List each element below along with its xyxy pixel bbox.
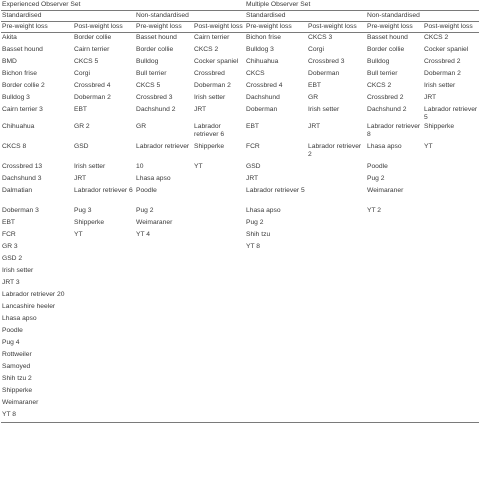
table-cell [73, 254, 135, 266]
header-pre-weight-loss: Pre-weight loss [245, 22, 307, 33]
header-non-standardised: Non-standardised [135, 11, 245, 22]
table-row [1, 93, 479, 105]
table-cell: Crossbred 3 [308, 58, 345, 65]
table-cell: Shipperke [74, 219, 105, 226]
table-cell: Doberman [246, 106, 278, 113]
table-row [1, 386, 479, 398]
table-cell: Lhasa apso [246, 207, 281, 214]
table-cell [366, 350, 423, 362]
table-row [1, 278, 479, 290]
table-cell [307, 242, 366, 254]
table-cell: Irish setter [424, 82, 456, 89]
table-cell [135, 314, 193, 326]
table-cell [423, 266, 479, 278]
table-row [1, 314, 479, 326]
table-cell: Doberman [308, 70, 340, 77]
table-cell: Bulldog 3 [2, 94, 30, 101]
table-cell: CKCS [246, 70, 265, 77]
table-row [1, 57, 479, 69]
table-cell: Poodle [367, 163, 388, 170]
table-cell: Crossbred 13 [2, 163, 43, 170]
table-cell [366, 278, 423, 290]
table-cell: Labrador retriever 2 [308, 143, 362, 158]
table-cell [73, 338, 135, 350]
table-cell [307, 278, 366, 290]
table-cell: FCR [2, 231, 16, 238]
table-cell: Doberman 2 [194, 82, 231, 89]
table-cell: GR [308, 94, 319, 101]
table-cell: Samoyed [2, 363, 31, 370]
table-cell: Irish setter [74, 163, 106, 170]
table-cell [423, 362, 479, 374]
table-cell [423, 230, 479, 242]
table-cell [423, 174, 479, 186]
table-cell: YT 4 [136, 231, 151, 238]
table-cell: Shipperke [2, 387, 33, 394]
table-cell [135, 242, 193, 254]
table-cell: Crossbred 2 [367, 94, 404, 101]
table-row [1, 374, 479, 386]
table-cell [366, 230, 423, 242]
table-cell: Crossbred [194, 70, 225, 77]
table-cell: Irish setter [308, 106, 340, 113]
table-row [1, 206, 479, 218]
table-cell: EBT [246, 123, 260, 130]
table-cell: BMD [2, 58, 17, 65]
table-cell: Akita [2, 34, 17, 41]
table-cell [307, 410, 366, 423]
table-row [1, 174, 479, 186]
table-cell [73, 242, 135, 254]
table-cell [307, 338, 366, 350]
table-cell: Dachshund 2 [136, 106, 176, 113]
table-cell: Shih tzu 2 [2, 375, 32, 382]
table-cell [135, 302, 193, 314]
table-cell [193, 302, 245, 314]
table-cell [73, 290, 135, 302]
table-cell: Labrador retriever 20 [2, 291, 65, 298]
table-cell [423, 218, 479, 230]
table-cell [135, 410, 193, 423]
header-pre-weight-loss: Pre-weight loss [366, 22, 423, 33]
table-cell: Labrador retriever 8 [367, 123, 421, 138]
table-cell [366, 302, 423, 314]
table-cell: Bulldog [136, 58, 159, 65]
table-cell: YT [424, 143, 433, 150]
table-row [1, 69, 479, 81]
table-cell [245, 410, 307, 423]
table-cell: Shipperke [194, 143, 225, 150]
table-cell: Dalmatian [2, 187, 33, 194]
table-cell: Lhasa apso [2, 315, 37, 322]
table-cell: Crossbred 2 [424, 58, 461, 65]
table-cell: YT 8 [1, 410, 73, 423]
table-cell [366, 290, 423, 302]
table-cell: CKCS 5 [136, 82, 161, 89]
table-cell: Labrador retriever 6 [194, 123, 225, 138]
table-cell [193, 290, 245, 302]
table-cell [307, 218, 366, 230]
table-row [1, 254, 479, 266]
table-cell [245, 386, 307, 398]
table-cell: JRT 3 [2, 279, 20, 286]
table-row [1, 105, 479, 122]
table-cell [307, 230, 366, 242]
table-cell [193, 278, 245, 290]
breed-table [1, 0, 479, 423]
table-cell: Cairn terrier 3 [2, 106, 43, 113]
table-row [1, 81, 479, 93]
table-cell [73, 374, 135, 386]
table-cell [307, 350, 366, 362]
table-cell [307, 302, 366, 314]
table-cell [366, 362, 423, 374]
table-cell [135, 350, 193, 362]
table-cell: YT [194, 163, 203, 170]
table-cell: Chihuahua [2, 123, 35, 130]
table-cell: Cocker spaniel [194, 58, 239, 65]
table-cell [73, 278, 135, 290]
table-cell: Corgi [74, 70, 90, 77]
table-cell [73, 362, 135, 374]
table-cell: Pug 3 [74, 207, 92, 214]
table-cell: Pug 2 [246, 219, 264, 226]
table-cell: Border collie 2 [2, 82, 45, 89]
table-cell: Lhasa apso [136, 175, 171, 182]
table-cell: Poodle [136, 187, 157, 194]
table-cell: CKCS 8 [2, 143, 27, 150]
table-cell: Labrador retriever 5 [246, 187, 305, 194]
table-cell [245, 398, 307, 410]
table-cell [135, 266, 193, 278]
table-cell: CKCS 3 [308, 34, 333, 41]
table-cell [193, 218, 245, 230]
table-cell [193, 174, 245, 186]
table-cell [423, 338, 479, 350]
table-cell [366, 266, 423, 278]
header-post-weight-loss: Post-weight loss [307, 22, 366, 33]
table-cell: Labrador retriever 5 [424, 106, 478, 121]
table-cell: GSD [74, 143, 89, 150]
table-cell: CKCS 5 [74, 58, 99, 65]
table-cell: GSD [246, 163, 261, 170]
table-cell: Dachshund [246, 94, 280, 101]
table-cell: Basset hound [367, 34, 408, 41]
table-cell [73, 398, 135, 410]
table-cell [245, 362, 307, 374]
table-cell [307, 314, 366, 326]
table-cell [193, 230, 245, 242]
table-cell [245, 326, 307, 338]
header-multiple-observer-set: Multiple Observer Set [245, 0, 479, 11]
table-cell [73, 386, 135, 398]
table-cell: GSD 2 [2, 255, 23, 262]
table-cell: GR 2 [74, 123, 90, 130]
table-cell [307, 174, 366, 186]
table-cell [135, 362, 193, 374]
table-cell: EBT [308, 82, 322, 89]
table-row [1, 362, 479, 374]
table-cell [423, 186, 479, 206]
table-cell [135, 338, 193, 350]
table-cell [366, 314, 423, 326]
table-cell: Weimaraner [136, 219, 173, 226]
table-cell [423, 242, 479, 254]
table-cell: Bulldog [367, 58, 390, 65]
table-cell [307, 254, 366, 266]
table-cell [193, 206, 245, 218]
table-cell [307, 386, 366, 398]
table-cell [135, 290, 193, 302]
table-cell: JRT [246, 175, 259, 182]
table-cell [423, 350, 479, 362]
table-cell: Doberman 2 [424, 70, 461, 77]
table-cell: CKCS 2 [424, 34, 449, 41]
table-cell: GR 3 [2, 243, 18, 250]
table-cell: Dachshund 2 [367, 106, 407, 113]
table-cell [193, 266, 245, 278]
table-cell [366, 242, 423, 254]
table-cell: Basset hound [136, 34, 177, 41]
table-cell: CKCS 2 [194, 46, 219, 53]
table-cell [307, 206, 366, 218]
table-row [1, 410, 479, 423]
table-cell [245, 314, 307, 326]
table-cell: CKCS 2 [367, 82, 392, 89]
table-cell: Dachshund 3 [2, 175, 42, 182]
table-row [1, 45, 479, 57]
table-cell [366, 218, 423, 230]
table-cell: Border collie [136, 46, 174, 53]
table-cell [245, 374, 307, 386]
table-row [1, 218, 479, 230]
table-cell: Border collie [74, 34, 112, 41]
table-cell [307, 326, 366, 338]
table-cell [423, 314, 479, 326]
table-cell [423, 410, 479, 423]
table-cell [245, 350, 307, 362]
table-row [1, 242, 479, 254]
table-cell: Irish setter [194, 94, 226, 101]
table-row [1, 338, 479, 350]
table-cell [193, 338, 245, 350]
table-cell [135, 326, 193, 338]
header-standardised: Standardised [1, 11, 135, 22]
table-row [1, 162, 479, 174]
header-post-weight-loss: Post-weight loss [73, 22, 135, 33]
table-cell [73, 314, 135, 326]
table-cell: Bull terrier [367, 70, 398, 77]
table-cell: EBT [74, 106, 88, 113]
table-cell [135, 386, 193, 398]
table-cell [193, 410, 245, 423]
table-cell [307, 398, 366, 410]
table-cell: EBT [2, 219, 16, 226]
table-cell [423, 302, 479, 314]
table-cell [73, 350, 135, 362]
table-cell: Cairn terrier [74, 46, 110, 53]
table-cell [193, 350, 245, 362]
table-cell [307, 374, 366, 386]
table-cell [245, 302, 307, 314]
table-cell [366, 326, 423, 338]
table-cell: Crossbred 4 [246, 82, 283, 89]
header-standardised: Standardised [245, 11, 366, 22]
table-row [1, 142, 479, 162]
table-cell [193, 326, 245, 338]
table-row [1, 350, 479, 362]
table-cell [366, 254, 423, 266]
table-cell [423, 278, 479, 290]
table-cell [307, 266, 366, 278]
header-post-weight-loss: Post-weight loss [423, 22, 479, 33]
table-cell [245, 290, 307, 302]
table-cell: YT [74, 231, 83, 238]
table-cell [366, 386, 423, 398]
table-cell [193, 374, 245, 386]
table-cell: JRT [74, 175, 87, 182]
table-row [1, 266, 479, 278]
table-cell: Shih tzu [246, 231, 271, 238]
table-cell: Bichon frise [246, 34, 281, 41]
table-cell: Shipperke [424, 123, 455, 130]
table-cell: JRT [424, 94, 437, 101]
table-row [1, 326, 479, 338]
table-row [1, 290, 479, 302]
table-cell [193, 314, 245, 326]
header-non-standardised: Non-standardised [366, 11, 479, 22]
table-cell [366, 410, 423, 423]
table-cell [245, 338, 307, 350]
table-cell: JRT [308, 123, 321, 130]
table-cell: FCR [246, 143, 260, 150]
table-cell: Weimaraner [2, 399, 39, 406]
table-cell [307, 186, 366, 206]
table-cell: Cairn terrier [194, 34, 230, 41]
table-cell [193, 186, 245, 206]
table-cell [73, 302, 135, 314]
header-post-weight-loss: Post-weight loss [193, 22, 245, 33]
table-cell: Poodle [2, 327, 23, 334]
table-cell: Bulldog 3 [246, 46, 274, 53]
table-cell [193, 398, 245, 410]
table-cell: Labrador retriever 6 [74, 187, 133, 194]
table-cell: Pug 2 [367, 175, 385, 182]
table-cell [423, 398, 479, 410]
table-cell: GR [136, 123, 147, 130]
table-cell: Doberman 2 [74, 94, 111, 101]
table-cell: 10 [136, 163, 144, 170]
table-cell: Irish setter [2, 267, 34, 274]
table-cell: YT 8 [246, 243, 261, 250]
table-cell: Corgi [308, 46, 324, 53]
table-cell [135, 278, 193, 290]
table-cell: Crossbred 3 [136, 94, 173, 101]
table-cell: Bichon frise [2, 70, 37, 77]
table-row [1, 398, 479, 410]
table-cell: Border collie [367, 46, 405, 53]
table-cell: Lhasa apso [367, 143, 402, 150]
table-cell [307, 290, 366, 302]
table-cell: Pug 2 [136, 207, 154, 214]
table-cell: JRT [194, 106, 207, 113]
header-pre-weight-loss: Pre-weight loss [1, 22, 73, 33]
table-cell [423, 374, 479, 386]
table-row [1, 230, 479, 242]
table-cell [193, 242, 245, 254]
table-cell: Basset hound [2, 46, 43, 53]
table-cell [73, 326, 135, 338]
table-cell: Weimaraner [367, 187, 404, 194]
table-cell [366, 374, 423, 386]
table-row [1, 33, 479, 46]
table-row [1, 122, 479, 142]
table-row [1, 186, 479, 206]
table-cell [73, 410, 135, 423]
table-cell: Cocker spaniel [424, 46, 469, 53]
table-cell [423, 206, 479, 218]
table-cell: Pug 4 [2, 339, 20, 346]
header-experienced-observer-set: Experienced Observer Set [1, 0, 245, 11]
table-cell [245, 254, 307, 266]
table-cell [193, 386, 245, 398]
table-cell: YT 2 [367, 207, 382, 214]
table-cell [366, 398, 423, 410]
table-cell [193, 362, 245, 374]
table-cell: Labrador retriever [136, 143, 190, 150]
table-cell [245, 266, 307, 278]
table-cell [245, 278, 307, 290]
table-cell [73, 266, 135, 278]
table-row [1, 302, 479, 314]
table-cell [423, 386, 479, 398]
table-cell: Rottweiler [2, 351, 32, 358]
table-cell: Doberman 3 [2, 207, 39, 214]
table-cell [366, 338, 423, 350]
table-cell [135, 254, 193, 266]
table-cell: Crossbred 4 [74, 82, 111, 89]
table-cell [307, 362, 366, 374]
table-cell [135, 374, 193, 386]
table-cell: Chihuahua [246, 58, 279, 65]
table-cell [423, 290, 479, 302]
table-cell [135, 398, 193, 410]
table-cell [423, 254, 479, 266]
table-cell: Bull terrier [136, 70, 167, 77]
table-cell [307, 162, 366, 174]
table-cell [423, 162, 479, 174]
table-cell [193, 254, 245, 266]
header-pre-weight-loss: Pre-weight loss [135, 22, 193, 33]
table-cell [423, 326, 479, 338]
table-cell: Lancashire heeler [2, 303, 56, 310]
